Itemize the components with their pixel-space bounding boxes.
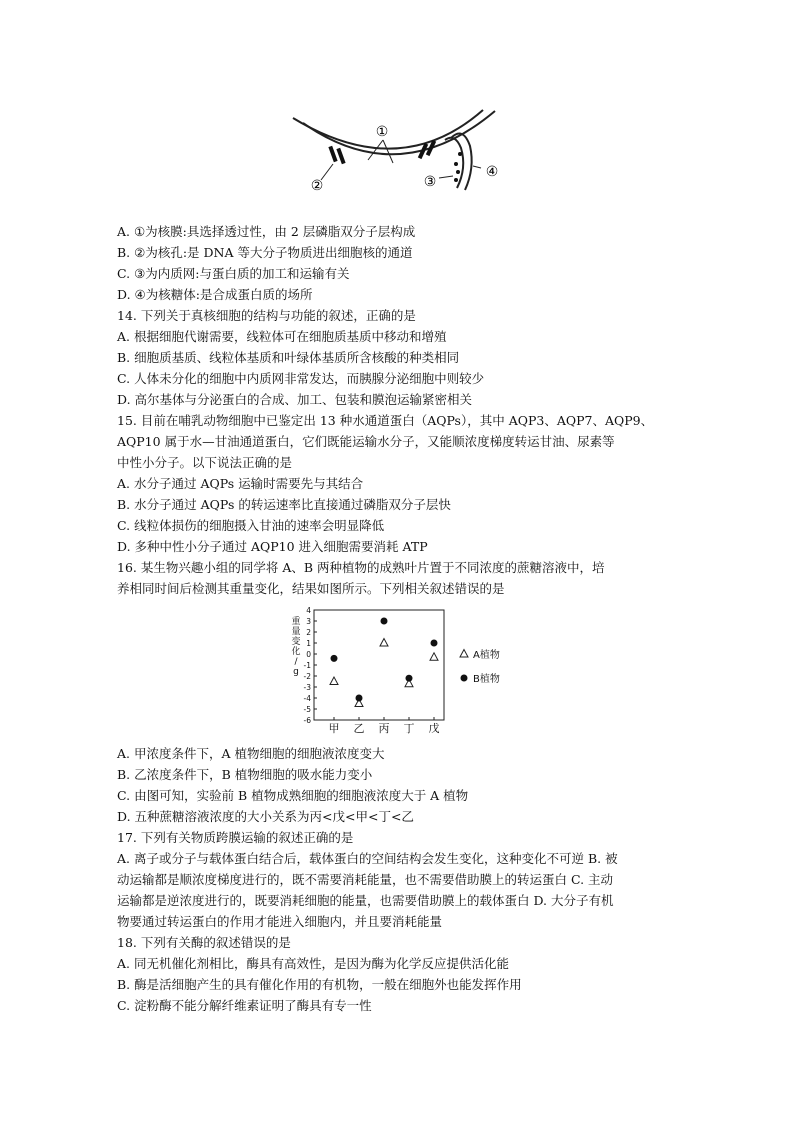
q15-option-c: C. 线粒体损伤的细胞摄入甘油的速率会明显降低 [117, 518, 385, 533]
q14-option-d: D. 高尔基体与分泌蛋白的合成、加工、包装和膜泡运输紧密相关 [117, 392, 473, 407]
y-tick-label-9: -5 [303, 705, 311, 714]
y-axis-label-char-1: 量 [291, 627, 301, 637]
q15-stem-2: AQP10 属于水—甘油通道蛋白，它们既能运输水分子，又能顺浓度梯度转运甘油、尿素等 [117, 434, 615, 449]
q17-text-4: 物要通过转运蛋白的作用才能进入细胞内，并且要消耗能量 [117, 914, 443, 929]
point-b-plant-1 [356, 695, 363, 702]
q17-text-3: 运输都是逆浓度进行的，既要消耗细胞的能量，也需要借助膜上的载体蛋白 D. 大分子有机 [117, 893, 614, 908]
q13-option-c: C. ③为内质网:与蛋白质的加工和运输有关 [117, 266, 350, 281]
x-tick-label-0: 甲 [328, 722, 340, 735]
y-tick-label-2: 2 [306, 628, 311, 637]
y-axis-label-char-5: g [293, 667, 299, 677]
point-a-plant-0 [330, 677, 338, 685]
label-1: ① [375, 124, 389, 140]
legend-label-0: A植物 [473, 650, 500, 661]
q14-option-c: C. 人体未分化的细胞中内质网非常发达，而胰腺分泌细胞中则较少 [117, 371, 485, 386]
q15-stem-1: 15. 目前在哺乳动物细胞中已鉴定出 13 种水通道蛋白（AQPs），其中 AQP3、AQP7、AQP9、 [117, 413, 654, 428]
q14-option-b: B. 细胞质基质、线粒体基质和叶绿体基质所含核酸的种类相同 [117, 350, 460, 365]
q16-option-a: A. 甲浓度条件下，A 植物细胞的细胞液浓度变大 [117, 746, 385, 761]
y-tick-label-1: 3 [306, 617, 311, 626]
point-a-plant-4 [430, 653, 438, 661]
q14-option-a: A. 根据细胞代谢需要，线粒体可在细胞质基质中移动和增殖 [117, 329, 447, 344]
q14-stem: 14. 下列关于真核细胞的结构与功能的叙述，正确的是 [117, 308, 416, 323]
y-tick-label-5: -1 [303, 661, 311, 670]
q15-option-b: B. 水分子通过 AQPs 的转运速率比直接通过磷脂双分子层快 [117, 497, 451, 512]
x-tick-label-2: 丙 [378, 722, 390, 735]
q16-option-b: B. 乙浓度条件下，B 植物细胞的吸水能力变小 [117, 767, 373, 782]
point-b-plant-0 [331, 655, 338, 662]
y-axis-label-char-3: 化 [291, 647, 301, 657]
q17-stem: 17. 下列有关物质跨膜运输的叙述正确的是 [117, 830, 354, 845]
q18-stem: 18. 下列有关酶的叙述错误的是 [117, 935, 291, 950]
y-tick-label-10: -6 [303, 716, 311, 725]
y-axis-label-char-0: 重 [291, 617, 301, 627]
y-tick-label-3: 1 [306, 639, 311, 648]
q18-option-b: B. 酶是活细胞产生的具有催化作用的有机物，一般在细胞外也能发挥作用 [117, 977, 522, 992]
q16-stem-2: 养相同时间后检测其重量变化，结果如图所示。下列相关叙述错误的是 [117, 581, 505, 596]
q18-option-c: C. 淀粉酶不能分解纤维素证明了酶具有专一性 [117, 998, 372, 1013]
q13-option-d: D. ④为核糖体:是合成蛋白质的场所 [117, 287, 313, 302]
y-tick-label-6: -2 [303, 672, 311, 681]
q15-option-d: D. 多种中性小分子通过 AQP10 进入细胞需要消耗 ATP [117, 539, 428, 554]
y-axis-label-char-2: 变 [291, 637, 301, 647]
y-tick-label-7: -3 [303, 683, 311, 692]
legend-marker-a [460, 650, 468, 658]
x-tick-label-4: 戊 [428, 722, 440, 735]
q13-option-b: B. ②为核孔:是 DNA 等大分子物质进出细胞核的通道 [117, 245, 413, 260]
point-a-plant-2 [380, 639, 388, 647]
nuclear-membrane-diagram [285, 108, 515, 193]
q16-option-c: C. 由图可知，实验前 B 植物成熟细胞的细胞液浓度大于 A 植物 [117, 788, 469, 803]
q18-option-a: A. 同无机催化剂相比，酶具有高效性，是因为酶为化学反应提供活化能 [117, 956, 509, 971]
plot-frame [314, 610, 444, 720]
point-b-plant-4 [431, 640, 438, 647]
point-b-plant-2 [381, 618, 388, 625]
label-2: ② [310, 178, 324, 193]
q15-stem-3: 中性小分子。以下说法正确的是 [117, 455, 293, 470]
point-b-plant-3 [406, 675, 413, 682]
q16-stem-1: 16. 某生物兴趣小组的同学将 A、B 两种植物的成熟叶片置于不同浓度的蔗糖溶液中，培 [117, 560, 605, 575]
q13-option-a: A. ①为核膜:具选择透过性，由 2 层磷脂双分子层构成 [117, 224, 416, 239]
q17-text-1: A. 离子或分子与载体蛋白结合后，载体蛋白的空间结构会发生变化，这种变化不可逆 B. 被 [117, 851, 618, 866]
legend-label-1: B植物 [473, 674, 500, 685]
y-tick-label-0: 4 [306, 606, 311, 615]
x-tick-label-1: 乙 [353, 722, 365, 735]
y-axis-label-char-4: / [294, 657, 298, 667]
x-tick-label-3: 丁 [403, 722, 415, 735]
y-tick-label-8: -4 [303, 694, 311, 703]
q15-option-a: A. 水分子通过 AQPs 运输时需要先与其结合 [117, 476, 364, 491]
legend-marker-b [461, 675, 468, 682]
weight-change-chart [286, 606, 516, 738]
label-3: ③ [423, 174, 437, 190]
label-4: ④ [485, 164, 499, 180]
y-tick-label-4: 0 [306, 650, 311, 659]
q17-text-2: 动运输都是顺浓度梯度进行的，既不需要消耗能量，也不需要借助膜上的转运蛋白 C. 主动 [117, 872, 614, 887]
q16-option-d: D. 五种蔗糖溶液浓度的大小关系为丙<戊<甲<丁<乙 [117, 809, 414, 824]
